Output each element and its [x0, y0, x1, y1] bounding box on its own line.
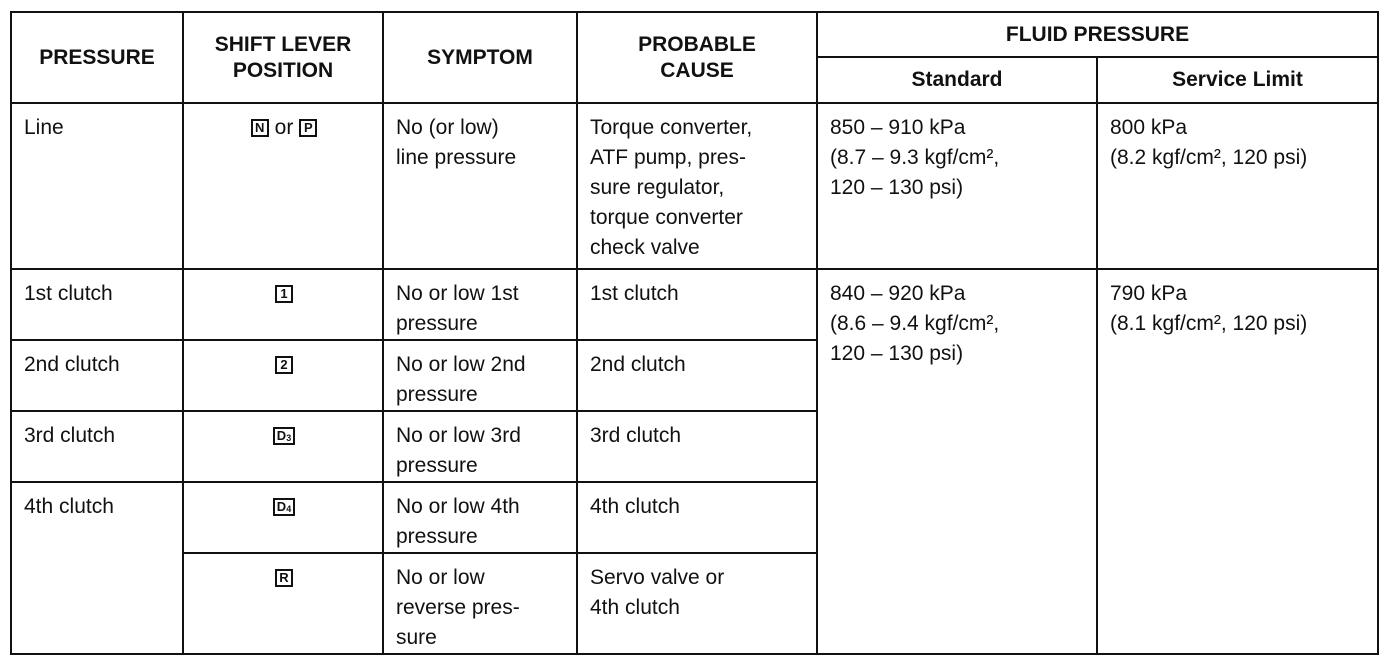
cell-symptom: No or low reverse pres- sure [383, 553, 577, 654]
cell-symptom: No or low 2nd pressure [383, 340, 577, 411]
cell-standard: 850 – 910 kPa (8.7 – 9.3 kgf/cm², 120 – 130 psi) [817, 103, 1097, 269]
cell-cause: 1st clutch [577, 269, 817, 340]
cell-symptom: No or low 3rd pressure [383, 411, 577, 482]
header-probable-cause: PROBABLE CAUSE [577, 12, 817, 103]
cell-cause: Servo valve or 4th clutch [577, 553, 817, 654]
cell-symptom: No or low 1st pressure [383, 269, 577, 340]
cell-shift-position [183, 553, 383, 654]
cell-cause: 2nd clutch [577, 340, 817, 411]
cell-cause: 4th clutch [577, 482, 817, 553]
shift-position-2: 2 [275, 356, 293, 374]
header-pressure: PRESSURE [11, 12, 183, 103]
cell-service-limit: 800 kPa (8.2 kgf/cm², 120 psi) [1097, 103, 1378, 269]
shift-position-n: N [251, 119, 269, 137]
cell-pressure: 2nd clutch [11, 340, 183, 411]
shift-position-p: P [299, 119, 317, 137]
cell-standard: 840 – 920 kPa (8.6 – 9.4 kgf/cm², 120 – 130 psi) [817, 269, 1097, 654]
cell-service-limit: 790 kPa (8.1 kgf/cm², 120 psi) [1097, 269, 1378, 654]
header-symptom: SYMPTOM [383, 12, 577, 103]
shift-position-d4: $D_4$ [273, 498, 295, 516]
cell-shift-position [183, 103, 383, 269]
header-fluid-pressure: FLUID PRESSURE [817, 12, 1378, 57]
header-shift-lever-position: SHIFT LEVER POSITION [183, 12, 383, 103]
cell-pressure: Line [11, 103, 183, 269]
cell-pressure: 4th clutch [11, 482, 183, 654]
fluid-pressure-table [10, 11, 1379, 655]
cell-symptom: No or low 4th pressure [383, 482, 577, 553]
cell-shift-position [183, 411, 383, 482]
cell-shift-position [183, 482, 383, 553]
position-joiner: or [274, 116, 294, 139]
shift-position-d3: $D_3$ [273, 427, 295, 445]
shift-position-1: 1 [275, 285, 293, 303]
cell-shift-position [183, 340, 383, 411]
cell-pressure: 1st clutch [11, 269, 183, 340]
cell-symptom: No (or low) line pressure [383, 103, 577, 269]
cell-cause: Torque converter, ATF pump, pres- sure regulator, torque converter check valve [577, 103, 817, 269]
table-row [11, 269, 1378, 340]
header-service-limit: Service Limit [1097, 57, 1378, 103]
cell-shift-position [183, 269, 383, 340]
cell-pressure: 3rd clutch [11, 411, 183, 482]
header-standard: Standard [817, 57, 1097, 103]
cell-cause: 3rd clutch [577, 411, 817, 482]
table-row [11, 103, 1378, 269]
shift-position-r: R [275, 569, 293, 587]
